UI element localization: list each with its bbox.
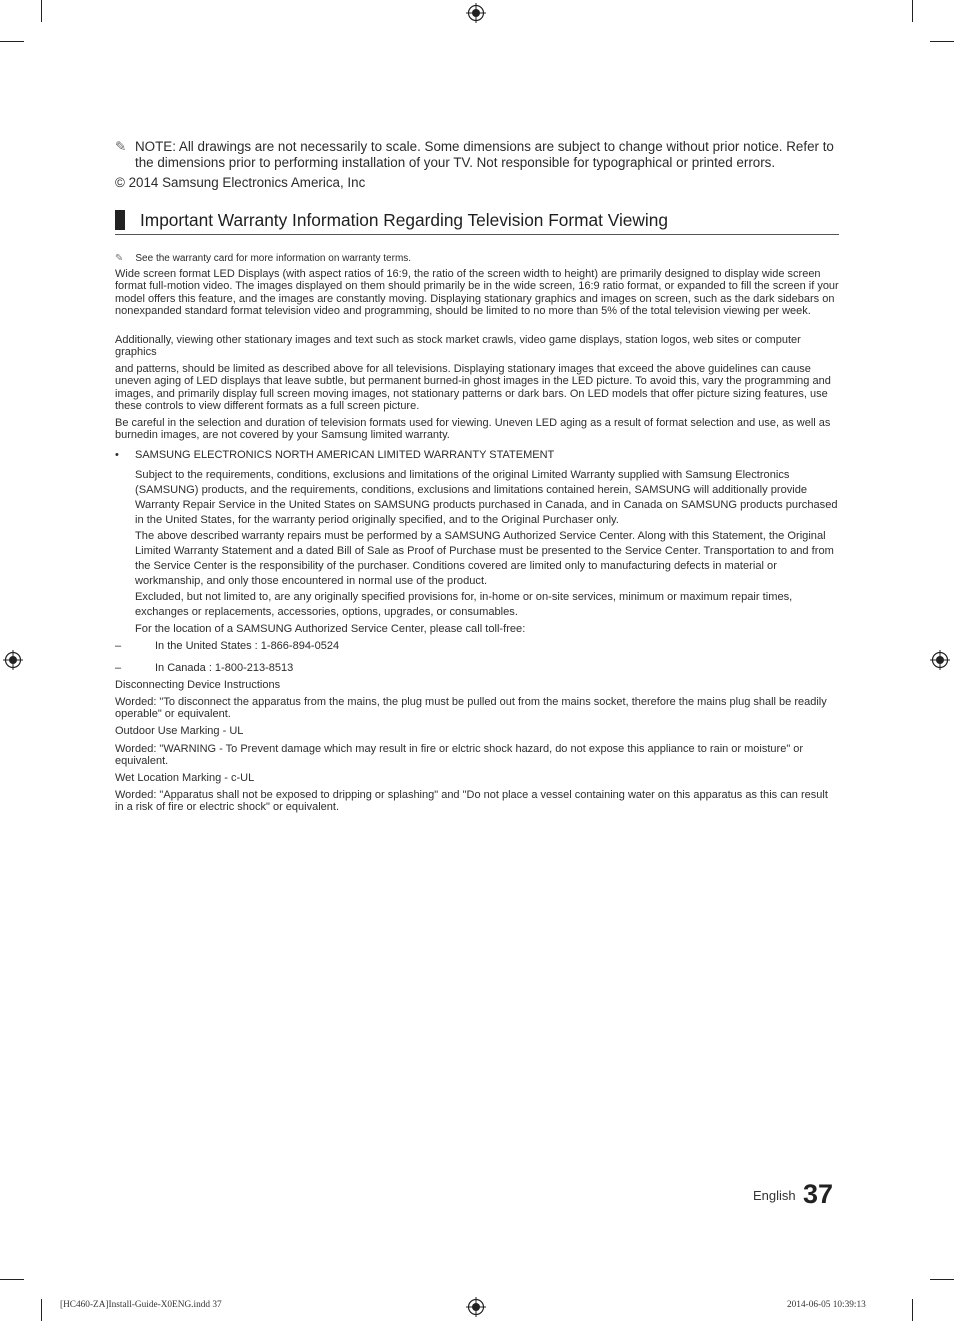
contact-item: [115, 639, 339, 653]
tail-paragraph: Worded: "Apparatus shall not be exposed to dripping or splashing" and "Do not place a vessel containing water on this apparatus as this can result in a risk of fire or electric shock" or equivalent.: [115, 789, 828, 814]
dash-icon: –: [115, 640, 122, 652]
registration-mark-icon: [3, 650, 23, 670]
crop-mark: [0, 1279, 24, 1280]
crop-mark: [912, 1299, 913, 1321]
registration-mark-icon: [466, 3, 486, 23]
section-title: Important Warranty Information Regarding Television Format Viewing: [140, 210, 668, 230]
crop-mark: [41, 1299, 42, 1321]
warranty-paragraph: Subject to the requirements, conditions, exclusions and limitations of the original Limited Warranty supplied with Samsung Electronics (SAMSUNG) products, and the requirements, conditions, exclusions and limitations contained herein, SAMSUNG will additionally provide Warranty Repair Service in the United States on SAMSUNG products purchased in Canada, and in Canada on SAMSUNG products purchased in the United States, for the warranty period originally specified, and to the Original Purchaser only.: [135, 469, 838, 526]
tail-paragraph: Worded: "To disconnect the apparatus from the mains, the plug must be pulled out from the mains socket, therefore the mains plug shall be readily operable" or equivalent.: [115, 696, 827, 721]
copyright: © 2014 Samsung Electronics America, Inc: [115, 175, 366, 190]
crop-mark: [0, 41, 24, 42]
crop-mark: [930, 1279, 954, 1280]
slug-right: 2014-06-05 10:39:13: [787, 1300, 866, 1310]
pencil-icon: ✎: [115, 253, 124, 264]
heading-bar: [115, 210, 125, 230]
tail-paragraph: Worded: "WARNING - To Prevent damage which may result in fire or elctric shock hazard, do not expose this appliance to rain or moisture" or equivalent.: [115, 743, 804, 768]
warranty-paragraph: Excluded, but not limited to, are any originally specified provisions for, in-home or on-site services, minimum or maximum repair times, exchanges or replacements, accessories, options, upgrades, or consumables.: [135, 591, 793, 618]
warranty-paragraph: For the location of a SAMSUNG Authorized Service Center, please call toll-free:: [135, 623, 526, 635]
crop-mark: [930, 41, 954, 42]
crop-mark: [912, 0, 913, 22]
dash-icon: –: [115, 662, 122, 674]
paragraph: Be careful in the selection and duration of television formats used for viewing. Uneven LED aging as a result of format selection and use, as well as burnedin images, are not covered by your Samsung limited warranty.: [115, 417, 831, 442]
tail-heading: Wet Location Marking - c-UL: [115, 772, 255, 784]
small-note-text: See the warranty card for more information on warranty terms.: [135, 253, 412, 264]
small-note: [115, 252, 411, 265]
contact-text: In Canada : 1-800-213-8513: [155, 662, 294, 674]
registration-mark-icon: [466, 1297, 486, 1317]
paragraph: Additionally, viewing other stationary images and text such as stock market crawls, video game displays, station logos, web sites or computer graphics: [115, 334, 801, 359]
tail-heading: Disconnecting Device Instructions: [115, 679, 281, 691]
paragraph: and patterns, should be limited as described above for all televisions. Displaying stationary images that exceed the above guidelines can cause uneven aging of LED displays that leave subtle, but permanent burned-in ghost images in the LED picture. To avoid this, vary the programming and images, and primarily display full screen moving images, not stationary patterns or dark bars. On LED models that offer picture sizing features, use these controls to view different formats as a full screen picture.: [115, 363, 831, 412]
pencil-icon: ✎: [115, 139, 127, 154]
contact-text: In the United States : 1-866-894-0524: [155, 640, 340, 652]
bullet-icon: •: [115, 449, 119, 461]
registration-mark-icon: [930, 650, 950, 670]
tail-heading: Outdoor Use Marking - UL: [115, 725, 244, 737]
crop-mark: [41, 0, 42, 22]
bullet-text: SAMSUNG ELECTRONICS NORTH AMERICAN LIMITED WARRANTY STATEMENT: [135, 449, 555, 461]
contact-item: [115, 661, 293, 675]
page-number: 37: [803, 1179, 834, 1209]
warranty-paragraph: The above described warranty repairs must be performed by a SAMSUNG Authorized Service Center. Along with this Statement, the Original Limited Warranty Statement and a dated Bill of Sale as Proof of Purchase must be presented to the Service Center. Transportation to and from the Service Center is the responsibility of the purchaser. Conditions covered are limited only to manufacturing defects in material or workmanship, and only those encountered in normal use of the product.: [135, 530, 834, 587]
section-heading: [115, 210, 839, 235]
paragraph: Wide screen format LED Displays (with aspect ratios of 16:9, the ratio of the screen width to height) are primarily designed to display wide screen format full-motion video. The images displayed on them should primarily be in the wide screen, 16:9 ratio format, or expanded to fill the screen if your model offers this feature, and the images are constantly moving. Displaying stationary graphics and images on screen, such as the dark sidebars on nonexpanded standard format television video and programming, should be limited to no more than 5% of the total television viewing per week.: [115, 268, 839, 317]
slug-left: [HC460-ZA]Install-Guide-X0ENG.indd 37: [60, 1300, 222, 1310]
note-text: NOTE: All drawings are not necessarily to scale. Some dimensions are subject to change without prior notice. Refer to the dimensions prior to performing installation of your TV. Not responsible for typographical or printed errors.: [135, 139, 834, 170]
note-block: [115, 139, 840, 171]
page-language: English: [753, 1188, 796, 1203]
bullet-item: [115, 448, 554, 462]
